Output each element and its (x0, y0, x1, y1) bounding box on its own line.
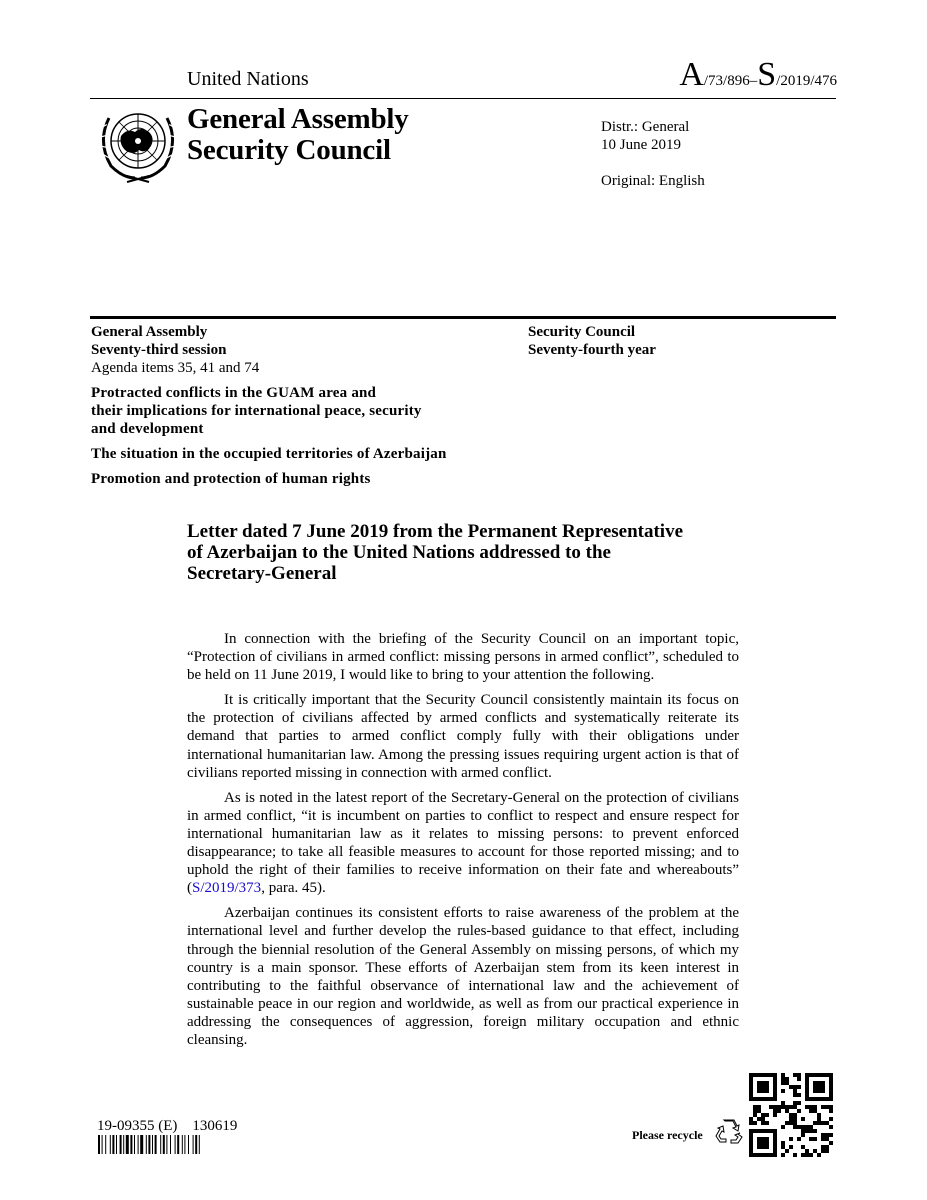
qr-module (761, 1137, 765, 1141)
qr-module (781, 1077, 785, 1081)
qr-module (781, 1081, 785, 1085)
qr-module (825, 1137, 829, 1141)
qr-module (753, 1097, 757, 1101)
qr-module (793, 1101, 797, 1105)
barcode-bar (166, 1135, 167, 1154)
barcode-bar (152, 1135, 153, 1154)
qr-module (797, 1085, 801, 1089)
qr-module (785, 1109, 789, 1113)
barcode-bar (195, 1135, 197, 1154)
qr-module (805, 1097, 809, 1101)
qr-module (805, 1073, 809, 1077)
qr-module (829, 1089, 833, 1093)
qr-module (773, 1129, 777, 1133)
qr-module (773, 1145, 777, 1149)
qr-module (793, 1153, 797, 1157)
qr-module (805, 1081, 809, 1085)
organization-name: United Nations (187, 68, 309, 90)
qr-module (781, 1153, 785, 1157)
recycle-label: Please recycle (632, 1128, 703, 1142)
qr-module (749, 1153, 753, 1157)
qr-module (773, 1133, 777, 1137)
qr-module (773, 1113, 777, 1117)
qr-module (829, 1097, 833, 1101)
qr-module (777, 1105, 781, 1109)
qr-module (769, 1153, 773, 1157)
barcode-bar (112, 1135, 114, 1154)
qr-module (773, 1137, 777, 1141)
qr-module (749, 1121, 753, 1125)
qr-module (757, 1129, 761, 1133)
qr-module (821, 1121, 825, 1125)
qr-module (813, 1149, 817, 1153)
general-assembly-block (91, 323, 447, 488)
qr-module (773, 1077, 777, 1081)
qr-module (821, 1073, 825, 1077)
header-rule (90, 98, 836, 99)
qr-module (801, 1129, 805, 1133)
qr-module (829, 1085, 833, 1089)
qr-module (817, 1097, 821, 1101)
qr-module (753, 1153, 757, 1157)
qr-module (817, 1113, 821, 1117)
qr-module (749, 1137, 753, 1141)
section-rule (90, 316, 836, 319)
ga-title: General Assembly (91, 324, 208, 340)
barcode-bar (134, 1135, 135, 1154)
qr-module (757, 1085, 761, 1089)
qr-module (769, 1105, 773, 1109)
qr-module (821, 1145, 825, 1149)
qr-module (789, 1113, 793, 1117)
qr-module (821, 1085, 825, 1089)
qr-module (785, 1077, 789, 1081)
qr-module (761, 1085, 765, 1089)
qr-module (825, 1121, 829, 1125)
qr-module (749, 1085, 753, 1089)
qr-module (757, 1081, 761, 1085)
qr-module (785, 1121, 789, 1125)
qr-module (789, 1105, 793, 1109)
qr-module (825, 1133, 829, 1137)
barcode-icon (98, 1135, 250, 1154)
qr-module (749, 1073, 753, 1077)
qr-module (769, 1129, 773, 1133)
qr-module (821, 1137, 825, 1141)
un-emblem-icon (95, 104, 181, 184)
qr-module (773, 1097, 777, 1101)
qr-module (765, 1089, 769, 1093)
qr-module (801, 1133, 805, 1137)
document-symbol (679, 56, 837, 94)
qr-module (789, 1117, 793, 1121)
qr-module (749, 1149, 753, 1153)
qr-module (765, 1141, 769, 1145)
letter-title (187, 521, 747, 584)
qr-module (829, 1073, 833, 1077)
job-number: 19-09355 (E) 130619 (97, 1118, 238, 1134)
distribution: Distr.: General (601, 119, 690, 135)
qr-module (793, 1125, 797, 1129)
qr-module (757, 1109, 761, 1113)
qr-module (769, 1097, 773, 1101)
barcode-bar (123, 1135, 124, 1154)
qr-module (793, 1073, 797, 1077)
letter-body (187, 630, 739, 1056)
qr-module (805, 1077, 809, 1081)
qr-module (793, 1121, 797, 1125)
qr-module (773, 1073, 777, 1077)
qr-module (773, 1149, 777, 1153)
qr-module (809, 1105, 813, 1109)
qr-module (761, 1097, 765, 1101)
qr-module (817, 1121, 821, 1125)
qr-module (813, 1089, 817, 1093)
qr-module (805, 1089, 809, 1093)
qr-module (809, 1153, 813, 1157)
qr-module (817, 1153, 821, 1157)
qr-module (785, 1081, 789, 1085)
barcode-bar (182, 1135, 183, 1154)
distribution-block (601, 118, 705, 190)
qr-module (789, 1137, 793, 1141)
qr-module (821, 1133, 825, 1137)
qr-code-icon (749, 1073, 833, 1157)
qr-module (757, 1073, 761, 1077)
qr-module (829, 1081, 833, 1085)
symbol-s: S (757, 56, 777, 93)
qr-module (765, 1081, 769, 1085)
qr-module (773, 1141, 777, 1145)
paragraph-3-text: As is noted in the latest report of the Secretary-General on the protection of civilians in armed conflict, “it is incumbent on parties to conflict to respect and ensure respect for international humanitarian law as it relates to missing persons: to prevent enforced disappearance; to take all feasible measures to account for those reported missing; and to uphold the right of their families to receive information on their fate and whereabouts” ( (187, 789, 739, 897)
qr-module (749, 1089, 753, 1093)
qr-module (813, 1121, 817, 1125)
symbol-a-number: /73/896– (703, 73, 758, 89)
qr-module (793, 1105, 797, 1109)
qr-module (773, 1089, 777, 1093)
letter-title-line: of Azerbaijan to the United Nations addressed to the (187, 542, 611, 563)
barcode-bar (105, 1135, 106, 1154)
barcode-bar (116, 1135, 117, 1154)
barcode-bar (102, 1135, 103, 1154)
qr-module (825, 1073, 829, 1077)
organ-names (187, 104, 409, 166)
qr-module (805, 1125, 809, 1129)
recycle-icon (714, 1117, 744, 1145)
qr-module (809, 1109, 813, 1113)
qr-module (813, 1137, 817, 1141)
qr-module (781, 1073, 785, 1077)
symbol-a: A (679, 56, 704, 93)
qr-module (781, 1101, 785, 1105)
qr-module (761, 1141, 765, 1145)
qr-module (753, 1105, 757, 1109)
qr-module (809, 1125, 813, 1129)
barcode-bar (126, 1135, 129, 1154)
qr-module (805, 1093, 809, 1097)
qr-module (781, 1145, 785, 1149)
qr-module (813, 1085, 817, 1089)
qr-module (813, 1073, 817, 1077)
ga-session: Seventy-third session (91, 342, 227, 358)
qr-module (765, 1129, 769, 1133)
qr-module (809, 1073, 813, 1077)
qr-module (813, 1105, 817, 1109)
qr-module (781, 1105, 785, 1109)
barcode-bar (160, 1135, 161, 1154)
issue-date: 10 June 2019 (601, 137, 681, 153)
qr-module (773, 1105, 777, 1109)
qr-module (793, 1089, 797, 1093)
qr-module (765, 1121, 769, 1125)
qr-module (753, 1073, 757, 1077)
barcode-bar (175, 1135, 176, 1154)
document-link-s-2019-373[interactable]: S/2019/373 (192, 880, 262, 897)
qr-module (765, 1145, 769, 1149)
qr-module (765, 1073, 769, 1077)
qr-module (773, 1081, 777, 1085)
qr-module (801, 1145, 805, 1149)
qr-module (761, 1113, 765, 1117)
qr-module (765, 1085, 769, 1089)
qr-module (757, 1153, 761, 1157)
qr-module (805, 1153, 809, 1157)
qr-module (809, 1097, 813, 1101)
paragraph-4: Azerbaijan continues its consistent efforts to raise awareness of the problem at the international level and further develop the rules-based guidance to that effect, including through the biennial resolution of the General Assembly on missing persons, of which my country is a main sponsor. These efforts of Azerbaijan stem from its keen interest in contributing to the faithful observance of international law and the achievement of sustainable peace in our region and worldwide, as well as from our practical experience in addressing the consequences of aggression, foreign military occupation and ethnic cleansing. (187, 905, 739, 1048)
barcode-bar (98, 1135, 100, 1154)
barcode-bar (170, 1135, 171, 1154)
qr-module (749, 1141, 753, 1145)
qr-module (825, 1105, 829, 1109)
barcode-bar (146, 1135, 147, 1154)
qr-module (801, 1117, 805, 1121)
sc-title: Security Council (528, 324, 636, 340)
barcode-bar (184, 1135, 185, 1154)
qr-module (789, 1121, 793, 1125)
agenda-item-human-rights: Promotion and protection of human rights (91, 471, 371, 487)
qr-module (825, 1145, 829, 1149)
qr-module (753, 1121, 757, 1125)
barcode-bar (177, 1135, 179, 1154)
qr-module (757, 1145, 761, 1149)
qr-module (749, 1097, 753, 1101)
qr-module (749, 1133, 753, 1137)
symbol-s-number: /2019/476 (776, 73, 837, 89)
qr-module (813, 1109, 817, 1113)
qr-module (753, 1109, 757, 1113)
qr-module (749, 1093, 753, 1097)
agenda-item-azerbaijan: The situation in the occupied territories of Azerbaijan (91, 446, 447, 462)
qr-module (829, 1133, 833, 1137)
qr-module (821, 1097, 825, 1101)
qr-module (793, 1093, 797, 1097)
qr-module (761, 1153, 765, 1157)
sc-year: Seventy-fourth year (528, 342, 656, 358)
barcode-bar (140, 1135, 143, 1154)
security-council-block (528, 323, 656, 359)
qr-module (761, 1145, 765, 1149)
barcode-bar (120, 1135, 122, 1154)
qr-module (829, 1077, 833, 1081)
qr-module (773, 1093, 777, 1097)
qr-module (809, 1137, 813, 1141)
qr-module (805, 1105, 809, 1109)
barcode-bar (163, 1135, 165, 1154)
qr-module (813, 1081, 817, 1085)
qr-module (813, 1129, 817, 1133)
qr-module (797, 1109, 801, 1113)
qr-module (761, 1073, 765, 1077)
qr-module (829, 1141, 833, 1145)
qr-module (761, 1081, 765, 1085)
organ-general-assembly: General Assembly (187, 103, 409, 135)
qr-module (761, 1121, 765, 1125)
paragraph-3-citation: , para. 45). (261, 880, 326, 897)
qr-module (789, 1145, 793, 1149)
barcode-bar (188, 1135, 189, 1154)
qr-module (761, 1117, 765, 1121)
qr-module (805, 1129, 809, 1133)
barcode-bar (193, 1135, 194, 1154)
qr-module (817, 1089, 821, 1093)
barcode-bar (138, 1135, 139, 1154)
qr-module (829, 1105, 833, 1109)
qr-module (789, 1085, 793, 1089)
qr-module (785, 1149, 789, 1153)
organ-security-council: Security Council (187, 134, 391, 166)
qr-module (797, 1101, 801, 1105)
qr-module (757, 1105, 761, 1109)
agenda-item-line: their implications for international peace, security (91, 403, 422, 419)
qr-module (801, 1125, 805, 1129)
qr-module (753, 1113, 757, 1117)
qr-module (765, 1153, 769, 1157)
qr-module (817, 1085, 821, 1089)
qr-module (809, 1129, 813, 1133)
barcode-bar (148, 1135, 150, 1154)
agenda-item-line: and development (91, 421, 204, 437)
qr-module (829, 1125, 833, 1129)
qr-module (749, 1077, 753, 1081)
qr-module (797, 1125, 801, 1129)
qr-module (757, 1137, 761, 1141)
ga-agenda: Agenda items 35, 41 and 74 (91, 360, 260, 376)
qr-module (797, 1073, 801, 1077)
barcode-bar (199, 1135, 200, 1154)
qr-module (773, 1085, 777, 1089)
qr-module (825, 1149, 829, 1153)
barcode-bar (110, 1135, 111, 1154)
qr-module (805, 1149, 809, 1153)
qr-module (761, 1089, 765, 1093)
paragraph-3 (187, 789, 739, 898)
qr-module (817, 1073, 821, 1077)
qr-module (793, 1113, 797, 1117)
letter-title-line: Letter dated 7 June 2019 from the Permanent Representative (187, 521, 684, 542)
qr-module (761, 1129, 765, 1133)
qr-module (813, 1097, 817, 1101)
qr-module (781, 1141, 785, 1145)
agenda-item-guam (91, 384, 447, 438)
qr-module (781, 1125, 785, 1129)
qr-module (797, 1077, 801, 1081)
qr-module (793, 1117, 797, 1121)
qr-module (817, 1117, 821, 1121)
qr-module (765, 1113, 769, 1117)
qr-module (749, 1145, 753, 1149)
qr-module (793, 1085, 797, 1089)
qr-module (797, 1137, 801, 1141)
qr-module (821, 1081, 825, 1085)
original-language: Original: English (601, 173, 705, 189)
qr-module (765, 1137, 769, 1141)
letter-title-line: Secretary-General (187, 563, 337, 584)
qr-module (769, 1073, 773, 1077)
qr-module (773, 1109, 777, 1113)
qr-module (821, 1105, 825, 1109)
qr-module (817, 1081, 821, 1085)
qr-module (829, 1093, 833, 1097)
qr-module (753, 1129, 757, 1133)
paragraph-1: In connection with the briefing of the Security Council on an important topic, “Protection of civilians in armed conflict: missing persons in armed conflict”, scheduled to be held on 11 June 2019, I would like to bring to your attention the following. (187, 631, 739, 684)
qr-module (801, 1153, 805, 1157)
qr-module (829, 1109, 833, 1113)
barcode-bar (155, 1135, 157, 1154)
qr-module (797, 1093, 801, 1097)
qr-module (757, 1097, 761, 1101)
qr-module (805, 1085, 809, 1089)
qr-module (773, 1153, 777, 1157)
paragraph-2: It is critically important that the Security Council consistently maintain its focus on the protection of civilians affected by armed conflicts and systematically reiterate its demand that parties to armed conflict comply fully with their obligations under international humanitarian law. Among the pressing issues requiring urgent action is that of civilians reported missing in connection with armed conflict. (187, 692, 739, 781)
qr-module (777, 1109, 781, 1113)
qr-module (821, 1149, 825, 1153)
qr-module (757, 1117, 761, 1121)
agenda-item-line: Protracted conflicts in the GUAM area and (91, 385, 377, 401)
barcode-bar (130, 1135, 132, 1154)
qr-module (829, 1117, 833, 1121)
qr-module (825, 1097, 829, 1101)
qr-module (821, 1089, 825, 1093)
qr-module (749, 1081, 753, 1085)
qr-module (757, 1089, 761, 1093)
qr-module (749, 1129, 753, 1133)
qr-module (785, 1105, 789, 1109)
qr-module (757, 1141, 761, 1145)
qr-module (749, 1117, 753, 1121)
qr-module (765, 1097, 769, 1101)
qr-module (781, 1089, 785, 1093)
